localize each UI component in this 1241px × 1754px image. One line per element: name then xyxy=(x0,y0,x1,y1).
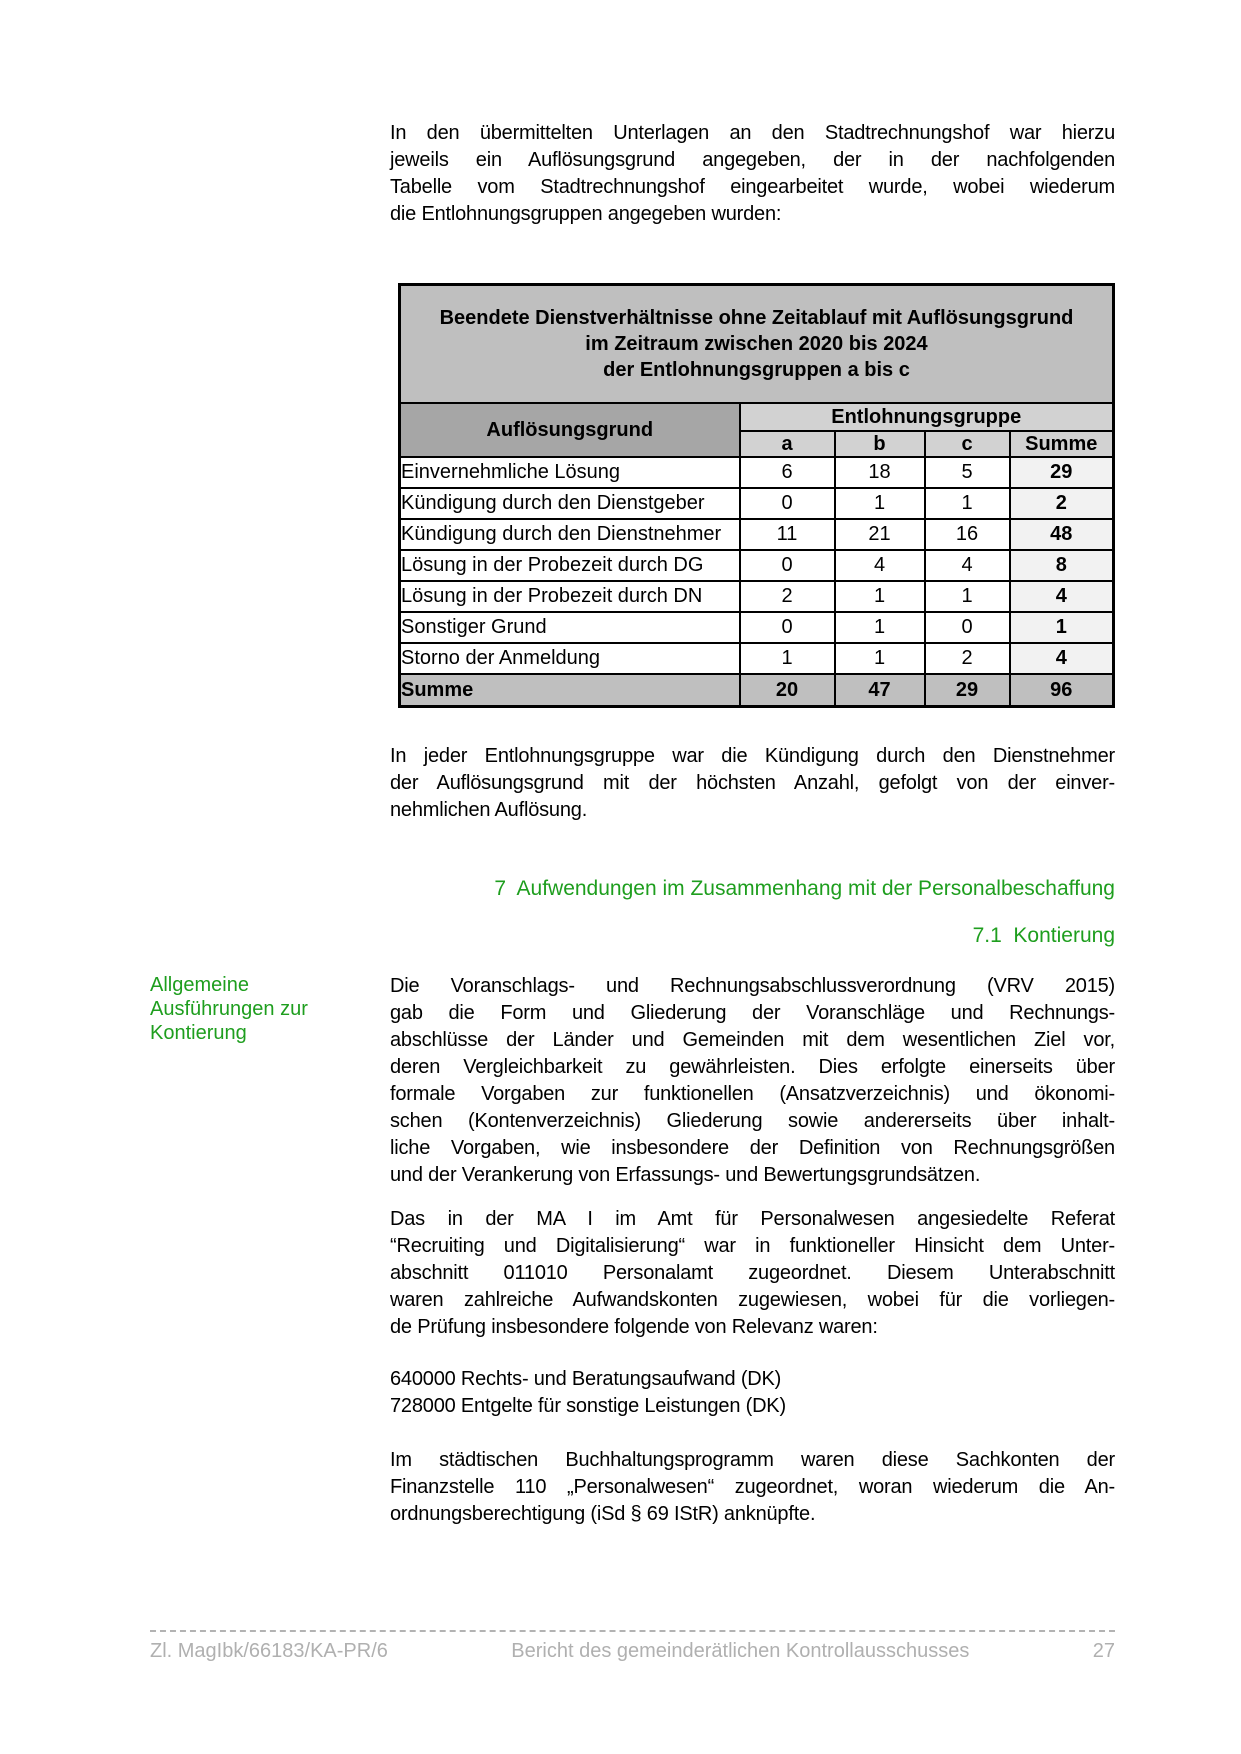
text-line: Finanzstelle 110 „Personalwesen“ zugeordnet, woran wiederum die An- xyxy=(390,1476,1115,1498)
paragraph-vrv xyxy=(390,973,1115,1189)
cell-a: 6 xyxy=(740,457,835,488)
total-c: 29 xyxy=(925,674,1010,707)
cell-summe: 48 xyxy=(1010,519,1114,550)
table-row xyxy=(400,612,1114,643)
cell-a: 2 xyxy=(740,581,835,612)
caption-line: der Entlohnungsgruppen a bis c xyxy=(603,359,910,381)
table-caption-row xyxy=(400,285,1114,404)
cell-summe: 8 xyxy=(1010,550,1114,581)
text-line: nehmlichen Auflösung. xyxy=(390,799,588,821)
row-label: Einvernehmliche Lösung xyxy=(400,457,740,488)
text-line: abschnitt 011010 Personalamt zugeordnet. Diesem Unterabschnitt xyxy=(390,1262,1115,1284)
text-line: deren Vergleichbarkeit zu gewährleisten. Dies erfolgte einerseits über xyxy=(390,1056,1115,1078)
dissolution-reasons-table xyxy=(398,283,1115,708)
cell-c: 16 xyxy=(925,519,1010,550)
cell-a: 0 xyxy=(740,612,835,643)
text-line: abschlüsse der Länder und Gemeinden mit dem wesentlichen Ziel vor, xyxy=(390,1029,1115,1051)
table-header-row-group xyxy=(400,403,1114,431)
table-row xyxy=(400,457,1114,488)
caption-line: im Zeitraum zwischen 2020 bis 2024 xyxy=(585,333,928,355)
account-code-line: 728000 Entgelte für sonstige Leistungen (DK) xyxy=(390,1395,786,1417)
row-label: Lösung in der Probezeit durch DN xyxy=(400,581,740,612)
cell-a: 1 xyxy=(740,643,835,674)
cell-b: 1 xyxy=(835,612,925,643)
footer-page-number: 27 xyxy=(1092,1640,1115,1662)
column-header-c: c xyxy=(925,431,1010,457)
column-header-group: Entlohnungsgruppe xyxy=(740,403,1114,431)
column-header-summe: Summe xyxy=(1010,431,1114,457)
cell-a: 11 xyxy=(740,519,835,550)
cell-summe: 29 xyxy=(1010,457,1114,488)
table-total-row xyxy=(400,674,1114,707)
cell-c: 2 xyxy=(925,643,1010,674)
text-line: der Auflösungsgrund mit der höchsten Anzahl, gefolgt von der einver- xyxy=(390,772,1115,794)
text-line: Im städtischen Buchhaltungsprogramm waren diese Sachkonten der xyxy=(390,1449,1115,1471)
cell-c: 4 xyxy=(925,550,1010,581)
text-line: jeweils ein Auflösungsgrund angegeben, der in der nachfolgenden xyxy=(390,149,1115,171)
cell-summe: 1 xyxy=(1010,612,1114,643)
footer-document-number: Zl. MagIbk/66183/KA-PR/6 xyxy=(150,1640,388,1662)
text-line: de Prüfung insbesondere folgende von Relevanz waren: xyxy=(390,1316,878,1338)
table-row xyxy=(400,550,1114,581)
text-line: formale Vorgaben zur funktionellen (Ansatzverzeichnis) und ökonomi- xyxy=(390,1083,1115,1105)
margin-note-line: Kontierung xyxy=(150,1022,247,1044)
account-codes xyxy=(390,1366,1115,1420)
row-label: Storno der Anmeldung xyxy=(400,643,740,674)
margin-note xyxy=(150,973,380,1045)
paragraph-table-comment xyxy=(390,743,1115,824)
text-line: Das in der MA I im Amt für Personalwesen angesiedelte Referat xyxy=(390,1208,1115,1230)
row-label: Sonstiger Grund xyxy=(400,612,740,643)
text-line: schen (Kontenverzeichnis) Gliederung sowie andererseits über inhalt- xyxy=(390,1110,1115,1132)
table-row xyxy=(400,519,1114,550)
cell-b: 18 xyxy=(835,457,925,488)
paragraph-referat xyxy=(390,1206,1115,1341)
margin-note-line: Ausführungen zur xyxy=(150,998,308,1020)
caption-line: Beendete Dienstverhältnisse ohne Zeitablauf mit Auflösungsgrund xyxy=(439,307,1074,329)
cell-b: 1 xyxy=(835,643,925,674)
footer-dashed-rule xyxy=(150,1630,1115,1632)
text-line: die Entlohnungsgruppen angegeben wurden: xyxy=(390,203,782,225)
margin-note-line: Allgemeine xyxy=(150,974,249,996)
text-line: Tabelle vom Stadtrechnungshof eingearbeitet wurde, wobei wiederum xyxy=(390,176,1115,198)
cell-c: 1 xyxy=(925,581,1010,612)
total-a: 20 xyxy=(740,674,835,707)
page-footer xyxy=(150,1630,1115,1663)
cell-summe: 2 xyxy=(1010,488,1114,519)
cell-c: 0 xyxy=(925,612,1010,643)
text-line: In den übermittelten Unterlagen an den Stadtrechnungshof war hierzu xyxy=(390,122,1115,144)
table-caption xyxy=(400,285,1114,404)
text-line: In jeder Entlohnungsgruppe war die Kündigung durch den Dienstnehmer xyxy=(390,745,1115,767)
cell-b: 1 xyxy=(835,488,925,519)
column-header-a: a xyxy=(740,431,835,457)
total-b: 47 xyxy=(835,674,925,707)
text-line: ordnungsberechtigung (iSd § 69 IStR) anknüpfte. xyxy=(390,1503,816,1525)
column-header-b: b xyxy=(835,431,925,457)
cell-summe: 4 xyxy=(1010,643,1114,674)
cell-b: 4 xyxy=(835,550,925,581)
text-line: und der Verankerung von Erfassungs- und Bewertungsgrundsätzen. xyxy=(390,1164,981,1186)
footer-report-title: Bericht des gemeinderätlichen Kontrollausschusses xyxy=(511,1640,970,1662)
account-code-line: 640000 Rechts- und Beratungsaufwand (DK) xyxy=(390,1368,782,1390)
text-line: Die Voranschlags- und Rechnungsabschlussverordnung (VRV 2015) xyxy=(390,975,1115,997)
cell-summe: 4 xyxy=(1010,581,1114,612)
section-heading-7-1: 7.1 Kontierung xyxy=(972,924,1115,947)
table-row xyxy=(400,643,1114,674)
cell-c: 1 xyxy=(925,488,1010,519)
cell-a: 0 xyxy=(740,550,835,581)
cell-a: 0 xyxy=(740,488,835,519)
paragraph-buchhaltung xyxy=(390,1447,1115,1528)
row-label: Kündigung durch den Dienstgeber xyxy=(400,488,740,519)
text-line: gab die Form und Gliederung der Voranschläge und Rechnungs- xyxy=(390,1002,1115,1024)
row-label: Lösung in der Probezeit durch DG xyxy=(400,550,740,581)
table-row xyxy=(400,581,1114,612)
text-line: waren zahlreiche Aufwandskonten zugewiesen, wobei für die vorliegen- xyxy=(390,1289,1115,1311)
cell-b: 1 xyxy=(835,581,925,612)
column-header-reason: Auflösungsgrund xyxy=(400,403,740,457)
total-summe: 96 xyxy=(1010,674,1114,707)
table-row xyxy=(400,488,1114,519)
text-line: liche Vorgaben, wie insbesondere der Definition von Rechnungsgrößen xyxy=(390,1137,1115,1159)
text-line: “Recruiting und Digitalisierung“ war in funktioneller Hinsicht dem Unter- xyxy=(390,1235,1115,1257)
cell-b: 21 xyxy=(835,519,925,550)
total-label: Summe xyxy=(400,674,740,707)
row-label: Kündigung durch den Dienstnehmer xyxy=(400,519,740,550)
section-heading-7: 7 Aufwendungen im Zusammenhang mit der Personalbeschaffung xyxy=(494,877,1115,900)
cell-c: 5 xyxy=(925,457,1010,488)
paragraph-intro xyxy=(390,120,1115,228)
